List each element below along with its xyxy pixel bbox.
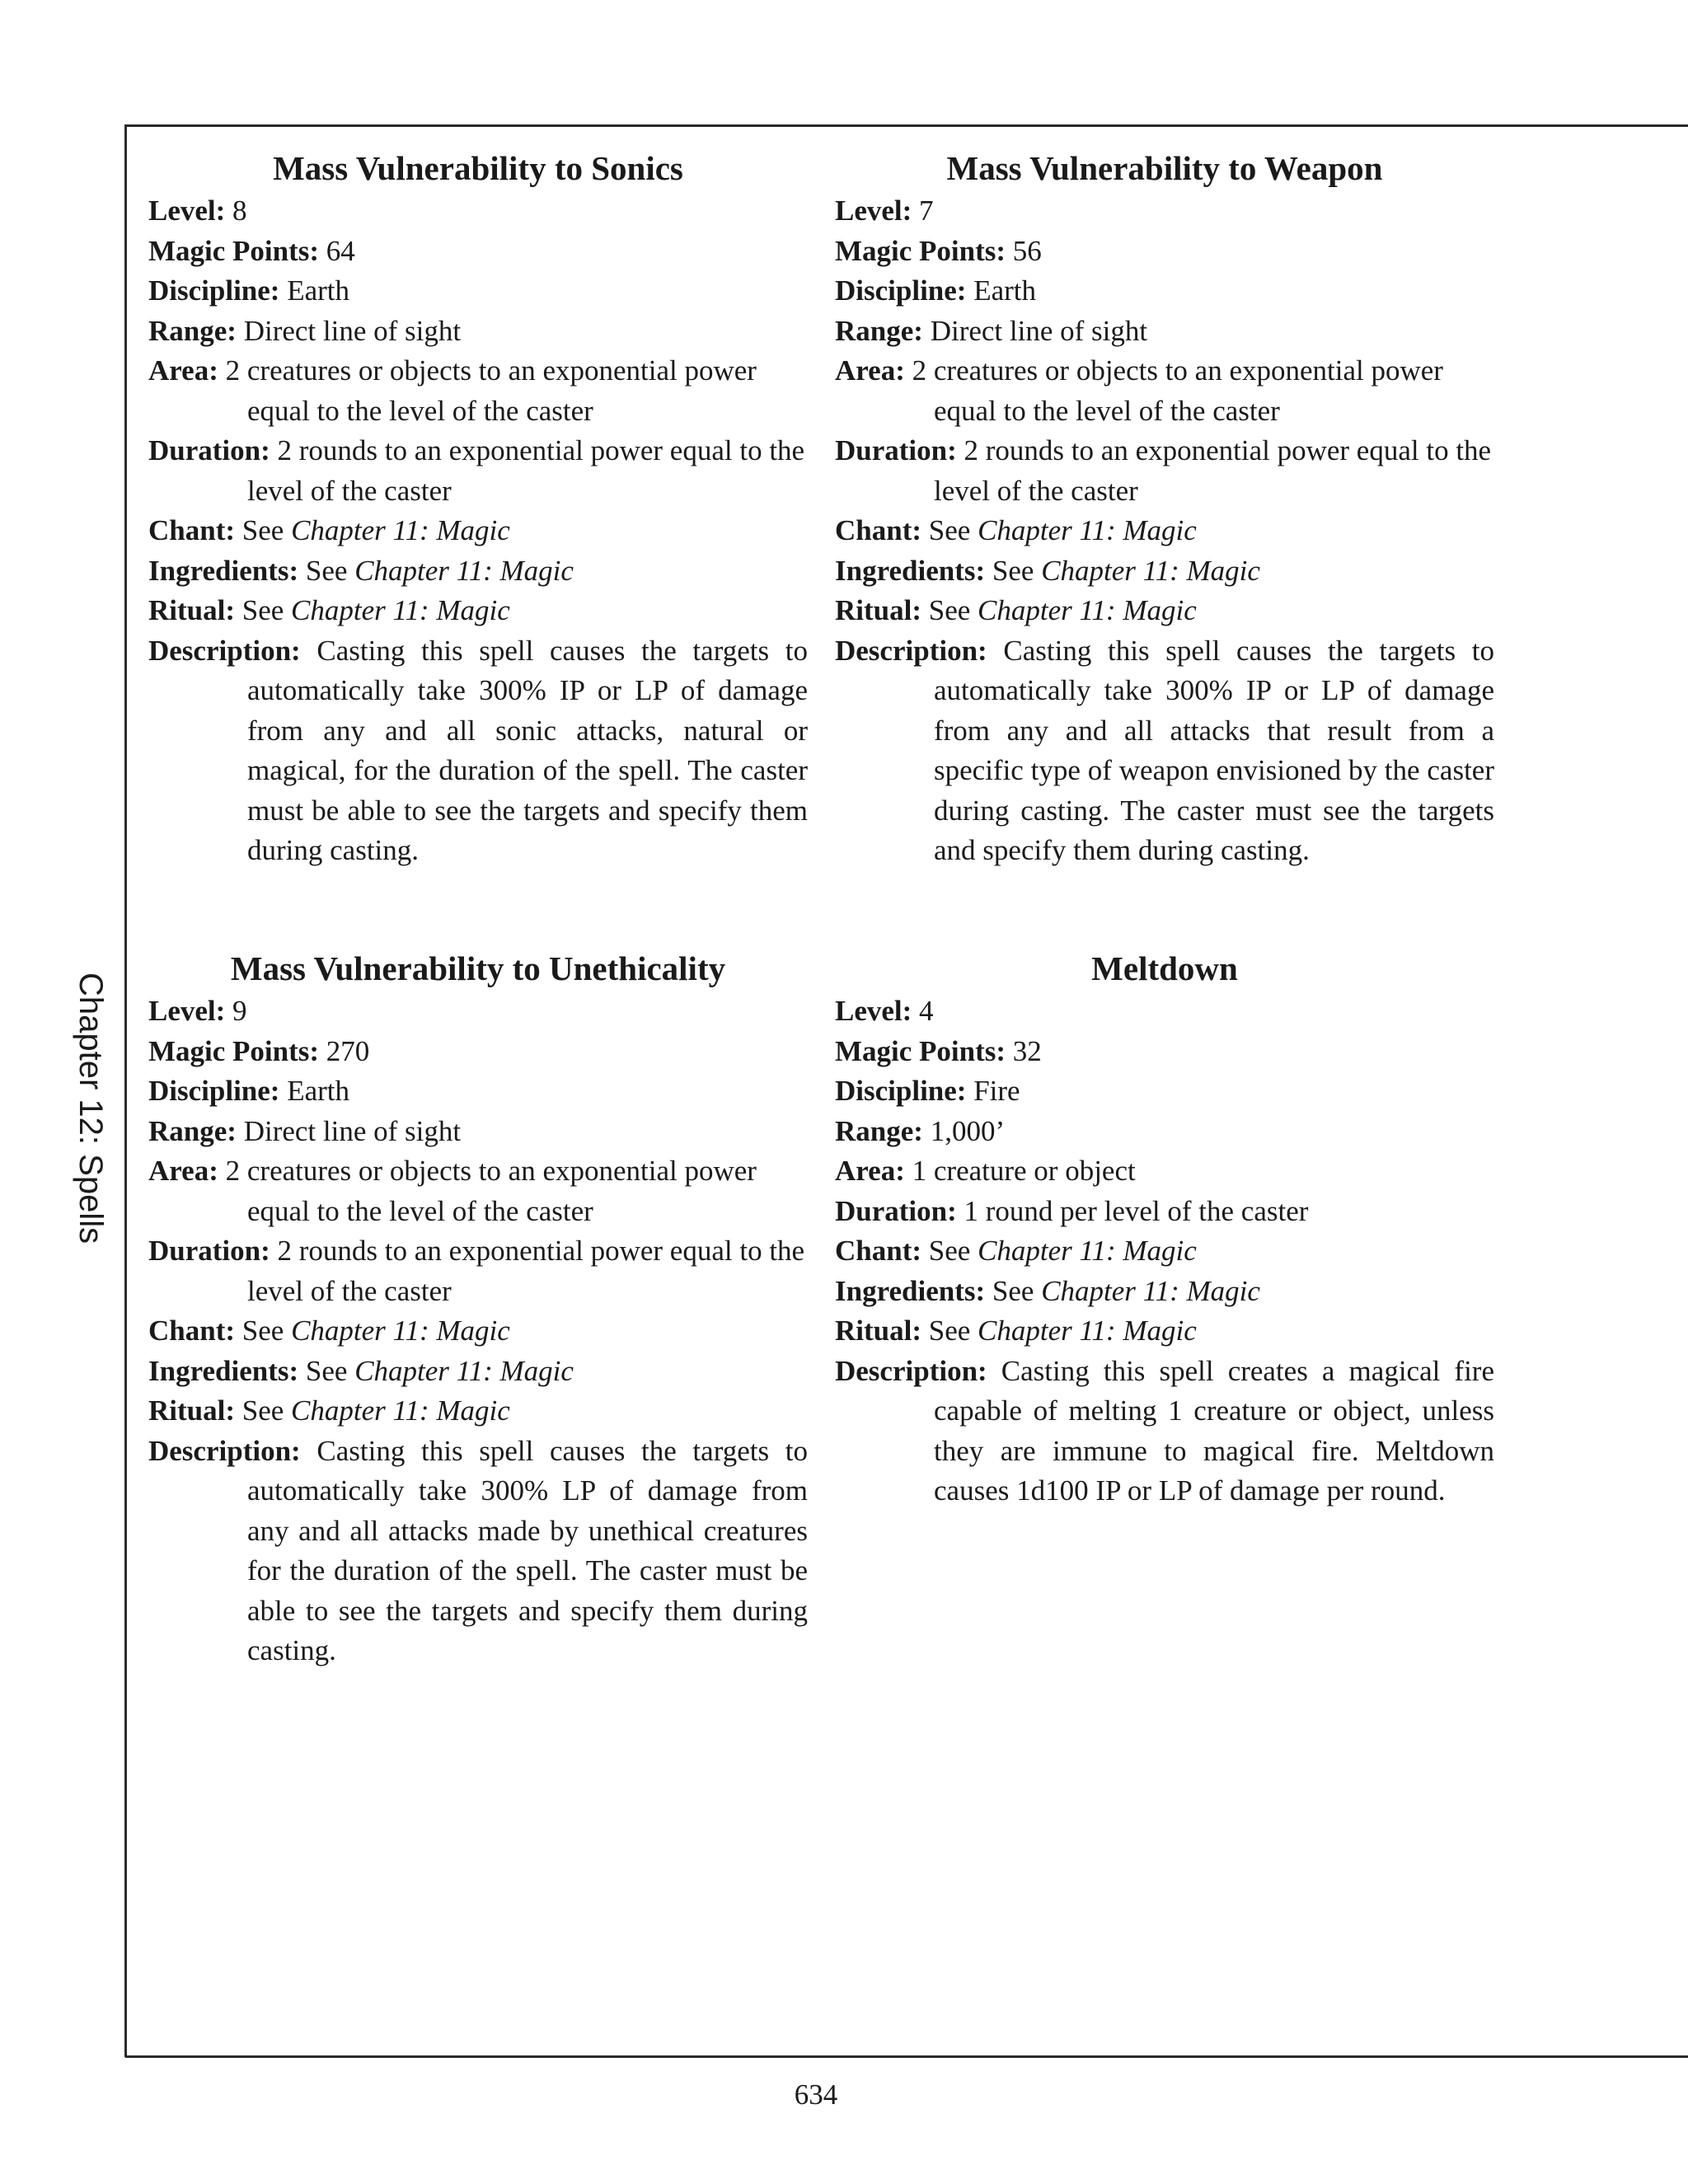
range-field (835, 312, 1494, 352)
ingredients-see: See (992, 554, 1034, 587)
level-field (835, 191, 1494, 232)
level-value: 8 (232, 194, 247, 227)
chapter-side-label: Chapter 12: Spells (73, 972, 109, 1244)
ritual-reference: Chapter 11: Magic (978, 1315, 1197, 1347)
duration-value: 2 rounds to an exponential power equal to the level of the caster (247, 1235, 805, 1307)
discipline-field (835, 271, 1494, 312)
range-label: Range: (148, 1114, 237, 1147)
range-label: Range: (835, 1114, 923, 1147)
magic-points-field (148, 1032, 808, 1072)
discipline-field (835, 1071, 1494, 1112)
chant-reference: Chapter 11: Magic (978, 514, 1197, 546)
ritual-see: See (928, 1315, 971, 1347)
duration-label: Duration: (148, 434, 270, 466)
area-label: Area: (835, 354, 905, 387)
range-field (148, 1112, 808, 1152)
chant-label: Chant: (148, 514, 236, 546)
ingredients-see: See (305, 554, 348, 587)
magic-points-field (835, 232, 1494, 272)
level-value: 9 (232, 995, 247, 1027)
level-field (835, 991, 1494, 1032)
range-value: Direct line of sight (243, 314, 462, 347)
range-field (148, 312, 808, 352)
area-label: Area: (835, 1155, 905, 1187)
description-value: Casting this spell causes the targets to automatically take 300% IP or LP of damage from any and all attacks that result from a specific type of weapon envisioned by the caster during casting. The caster must see the targets and specify them during casting. (934, 634, 1494, 866)
discipline-label: Discipline: (835, 274, 967, 307)
chant-reference: Chapter 11: Magic (291, 1315, 510, 1347)
spell-entry (835, 145, 1494, 871)
spell-title: Mass Vulnerability to Weapon (946, 149, 1383, 187)
range-value: 1,000’ (930, 1114, 1006, 1147)
spell-title: Mass Vulnerability to Sonics (273, 149, 683, 187)
frame-top-rule (125, 124, 1688, 127)
chant-field (148, 511, 808, 551)
frame-bottom-rule (125, 2055, 1688, 2058)
description-label: Description: (148, 634, 301, 667)
ritual-reference: Chapter 11: Magic (978, 594, 1197, 626)
discipline-value: Earth (287, 1075, 349, 1107)
range-field (835, 1112, 1494, 1152)
level-label: Level: (148, 995, 226, 1027)
description-label: Description: (148, 1434, 301, 1467)
chant-label: Chant: (148, 1315, 236, 1347)
magic-points-field (835, 1032, 1494, 1072)
frame-left-rule (124, 124, 127, 2057)
ingredients-field (835, 1272, 1494, 1312)
ritual-field (835, 591, 1494, 631)
chant-reference: Chapter 11: Magic (291, 514, 510, 546)
chant-see: See (241, 514, 284, 546)
magic-points-value: 56 (1012, 234, 1042, 267)
chant-see: See (928, 1235, 971, 1267)
spell-entry (835, 945, 1494, 1511)
magic-points-label: Magic Points: (835, 1034, 1006, 1067)
chant-reference: Chapter 11: Magic (978, 1235, 1197, 1267)
range-value: Direct line of sight (243, 1114, 462, 1147)
magic-points-value: 64 (326, 234, 355, 267)
level-label: Level: (835, 194, 912, 227)
discipline-value: Fire (973, 1075, 1020, 1107)
ritual-label: Ritual: (835, 594, 921, 626)
chant-see: See (928, 514, 971, 546)
duration-value: 2 rounds to an exponential power equal to the level of the caster (247, 434, 805, 507)
level-label: Level: (835, 995, 912, 1027)
discipline-label: Discipline: (148, 1075, 280, 1107)
magic-points-field (148, 232, 808, 272)
ingredients-reference: Chapter 11: Magic (354, 554, 574, 587)
ritual-label: Ritual: (835, 1315, 921, 1347)
description-field (835, 631, 1494, 871)
ingredients-label: Ingredients: (835, 1274, 986, 1307)
magic-points-label: Magic Points: (148, 1034, 320, 1067)
discipline-value: Earth (287, 274, 349, 307)
range-label: Range: (835, 314, 923, 347)
level-value: 4 (919, 995, 934, 1027)
spell-title: Mass Vulnerability to Unethicality (230, 949, 726, 987)
spell-entry (148, 145, 808, 871)
level-field (148, 191, 808, 232)
page-number: 634 (794, 2079, 838, 2111)
ingredients-label: Ingredients: (148, 1354, 299, 1387)
ritual-see: See (928, 594, 971, 626)
area-field (148, 1151, 808, 1231)
magic-points-value: 32 (1012, 1034, 1042, 1067)
ritual-field (148, 591, 808, 631)
duration-field (835, 1192, 1494, 1232)
duration-label: Duration: (835, 434, 957, 466)
ritual-label: Ritual: (148, 1394, 235, 1427)
discipline-label: Discipline: (148, 274, 280, 307)
ingredients-reference: Chapter 11: Magic (1041, 554, 1260, 587)
area-value: 2 creatures or objects to an exponential power equal to the level of the caster (912, 354, 1443, 427)
chant-field (835, 511, 1494, 551)
range-label: Range: (148, 314, 237, 347)
magic-points-label: Magic Points: (835, 234, 1006, 267)
ingredients-label: Ingredients: (148, 554, 299, 587)
area-value: 1 creature or object (912, 1155, 1136, 1187)
area-field (148, 351, 808, 431)
ritual-field (148, 1391, 808, 1432)
ritual-see: See (241, 594, 284, 626)
spell-title: Meltdown (1091, 949, 1238, 987)
ingredients-field (148, 1352, 808, 1392)
duration-value: 1 round per level of the caster (964, 1194, 1309, 1227)
area-label: Area: (148, 354, 218, 387)
area-value: 2 creatures or objects to an exponential power equal to the level of the caster (225, 1155, 757, 1227)
ingredients-see: See (305, 1354, 348, 1387)
area-label: Area: (148, 1155, 218, 1187)
range-value: Direct line of sight (930, 314, 1148, 347)
ingredients-field (148, 551, 808, 592)
ingredients-field (835, 551, 1494, 592)
ingredients-reference: Chapter 11: Magic (1041, 1274, 1260, 1307)
chant-label: Chant: (835, 1235, 922, 1267)
ritual-see: See (241, 1394, 284, 1427)
duration-field (148, 431, 808, 511)
discipline-value: Earth (973, 274, 1036, 307)
description-field (148, 631, 808, 871)
ingredients-label: Ingredients: (835, 554, 986, 587)
description-label: Description: (835, 634, 987, 667)
discipline-field (148, 271, 808, 312)
description-value: Casting this spell causes the targets to automatically take 300% LP of damage from any and all attacks made by unethical creatures for the duration of the spell. The caster must be able to see the targets and specify them during casting. (247, 1434, 808, 1666)
duration-label: Duration: (148, 1235, 270, 1267)
description-value: Casting this spell creates a magical fire capable of melting 1 creature or object, unless they are immune to magical fire. Meltdown causes 1d100 IP or LP of damage per round. (934, 1354, 1494, 1507)
ritual-reference: Chapter 11: Magic (291, 1394, 510, 1427)
ingredients-see: See (992, 1274, 1034, 1307)
description-field (148, 1432, 808, 1671)
area-value: 2 creatures or objects to an exponential power equal to the level of the caster (225, 354, 757, 427)
ritual-field (835, 1311, 1494, 1352)
ritual-reference: Chapter 11: Magic (291, 594, 510, 626)
chant-field (835, 1231, 1494, 1272)
chant-label: Chant: (835, 514, 922, 546)
description-value: Casting this spell causes the targets to automatically take 300% IP or LP of damage from any and all sonic attacks, natural or magical, for the duration of the spell. The caster must be able to see the targets and specify them during casting. (247, 634, 808, 866)
duration-field (148, 1231, 808, 1311)
chant-field (148, 1311, 808, 1352)
magic-points-label: Magic Points: (148, 234, 320, 267)
duration-value: 2 rounds to an exponential power equal to the level of the caster (934, 434, 1492, 507)
duration-field (835, 431, 1494, 511)
ritual-label: Ritual: (148, 594, 235, 626)
level-label: Level: (148, 194, 226, 227)
description-label: Description: (835, 1354, 987, 1387)
duration-label: Duration: (835, 1194, 957, 1227)
area-field (835, 1151, 1494, 1192)
area-field (835, 351, 1494, 431)
discipline-field (148, 1071, 808, 1112)
level-value: 7 (919, 194, 934, 227)
chant-see: See (241, 1315, 284, 1347)
level-field (148, 991, 808, 1032)
description-field (835, 1352, 1494, 1511)
discipline-label: Discipline: (835, 1075, 967, 1107)
magic-points-value: 270 (326, 1034, 370, 1067)
ingredients-reference: Chapter 11: Magic (354, 1354, 574, 1387)
spell-entry (148, 945, 808, 1671)
